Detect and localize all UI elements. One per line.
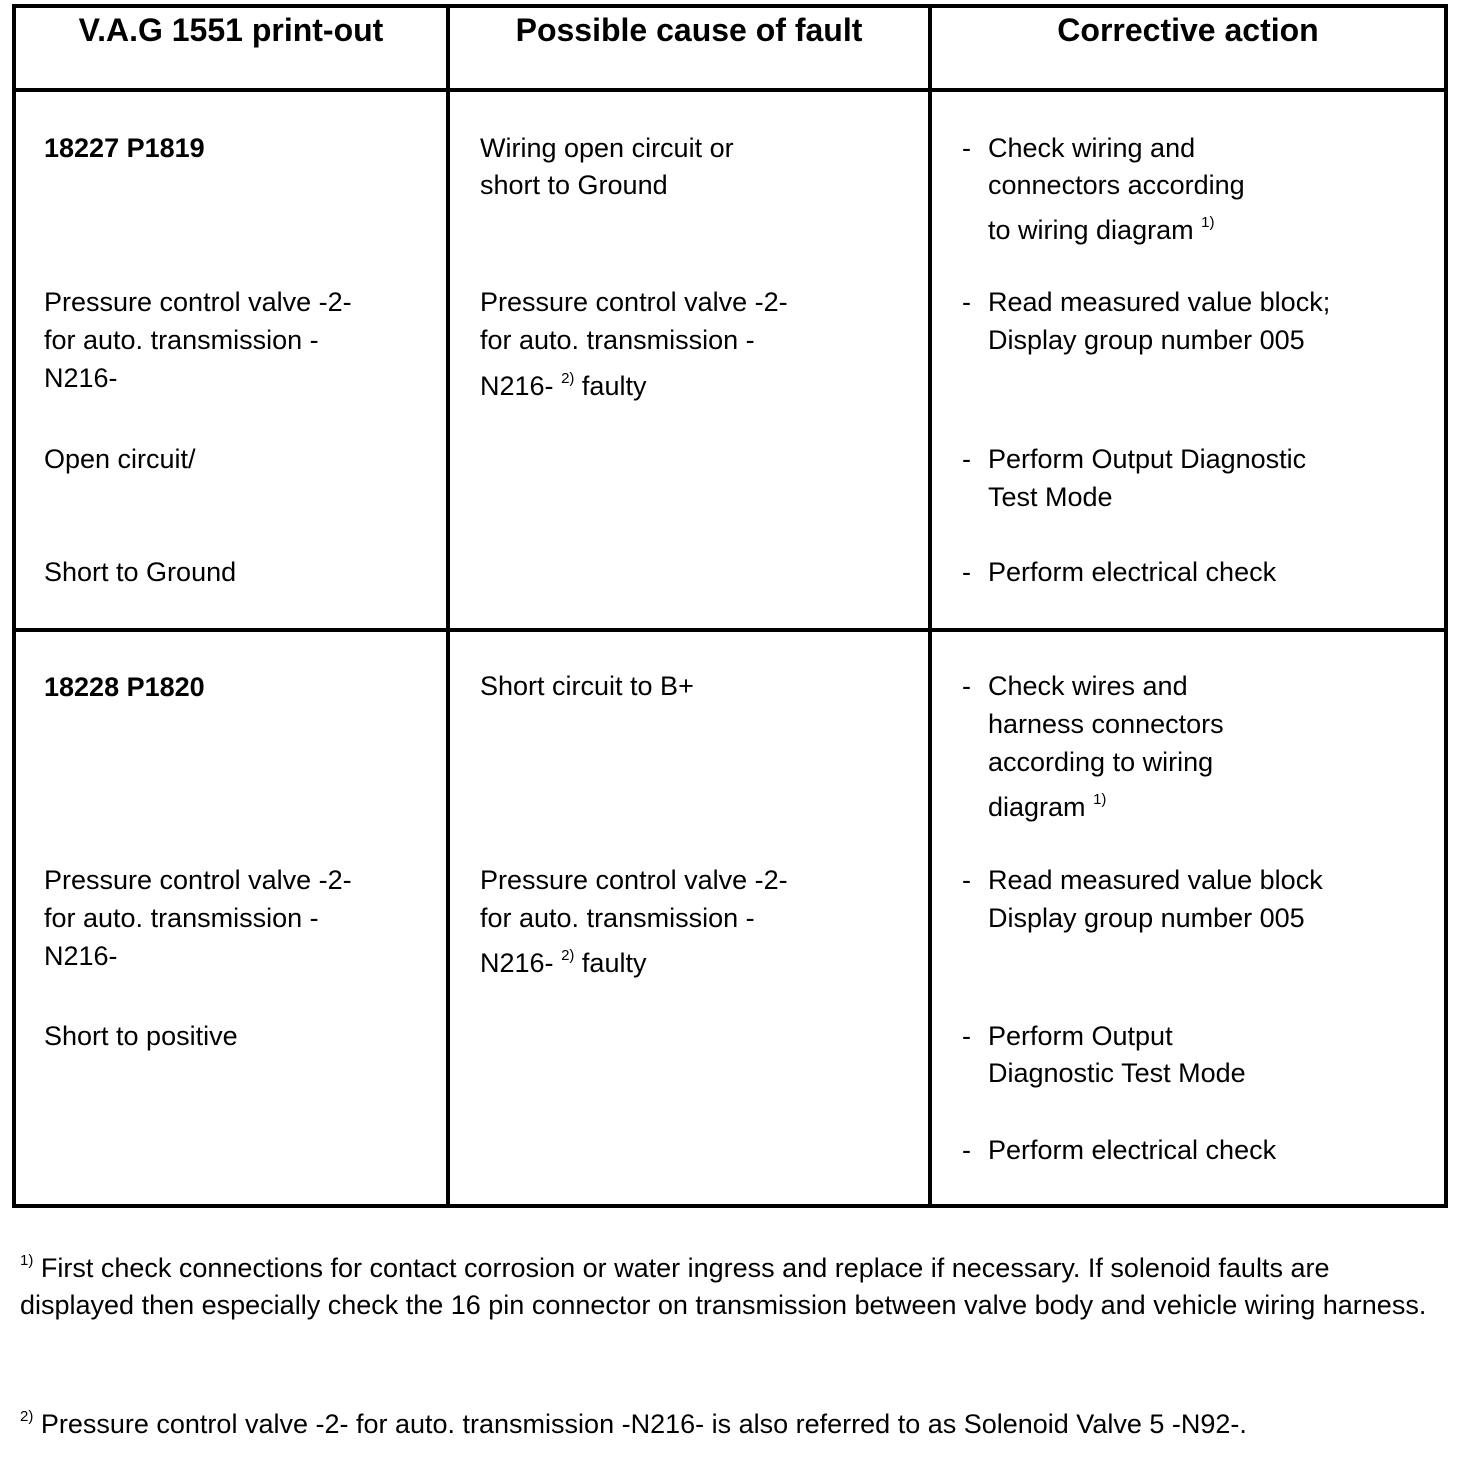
footnote-2 [20, 1406, 1440, 1443]
action-line: Perform Output Diagnostic [988, 444, 1307, 474]
cause-line: for auto. transmission - [480, 325, 755, 355]
cause-line: short to Ground [480, 170, 668, 200]
table-left-border [12, 4, 16, 1208]
fault-type: Short to positive [44, 1021, 238, 1051]
printout-line: for auto. transmission - [44, 903, 319, 933]
bullet-dash: - [962, 1135, 971, 1165]
printout-line: N216- [44, 941, 118, 971]
bullet-dash: - [962, 444, 971, 474]
action-line: Perform electrical check [988, 557, 1277, 587]
bullet-dash: - [962, 287, 971, 317]
fault-type: Short to Ground [44, 557, 237, 587]
fault-code: 18228 P1820 [44, 672, 205, 702]
footnote-text: First check connections for contact corrosion or water ingress and replace if necessary. If solenoid faults are displayed then especially check the 16 pin connector on transmission between valve body and vehicle wiring harness. [20, 1253, 1427, 1320]
cause-line: for auto. transmission - [480, 903, 755, 933]
cause-line: Short circuit to B+ [480, 671, 694, 701]
printout-line: Pressure control valve -2- [44, 865, 352, 895]
action-line: according to wiring [988, 747, 1214, 777]
action-line: Check wiring and [988, 133, 1196, 163]
action-line: connectors according [988, 170, 1245, 200]
cause-line: Pressure control valve -2- [480, 287, 788, 317]
footnote-marker: 1) [20, 1252, 34, 1269]
action-line: to wiring diagram $^{1)}$ [988, 214, 1215, 245]
fault-code: 18227 P1819 [44, 133, 205, 163]
footnote-marker: 2) [20, 1408, 34, 1425]
header-printout: V.A.G 1551 print-out [78, 12, 384, 48]
footnote-ref: 2) [561, 370, 575, 387]
table-right-border [1444, 4, 1448, 1208]
action-line: diagram $^{1)}$ [988, 791, 1107, 822]
printout-line: for auto. transmission - [44, 325, 319, 355]
action-line: Display group number 005 [988, 325, 1305, 355]
action-line: Perform electrical check [988, 1135, 1277, 1165]
action-line: Diagnostic Test Mode [988, 1058, 1246, 1088]
bullet-dash: - [962, 865, 971, 895]
cause-line: Pressure control valve -2- [480, 865, 788, 895]
cause-line: Wiring open circuit or [480, 133, 734, 163]
footnote-ref: 1) [1201, 214, 1215, 231]
header-cause: Possible cause of fault [515, 12, 863, 48]
action-line: Read measured value block; [988, 287, 1331, 317]
bullet-dash: - [962, 133, 971, 163]
row-divider [12, 628, 1448, 632]
action-line: Display group number 005 [988, 903, 1305, 933]
printout-line: N216- [44, 363, 118, 393]
bullet-dash: - [962, 671, 971, 701]
action-line: Test Mode [988, 482, 1113, 512]
footnote-ref: 1) [1093, 791, 1107, 808]
cause-line: N216- $^{2)}$ faulty [480, 947, 647, 978]
footnote-1 [20, 1250, 1440, 1324]
action-line: harness connectors [988, 709, 1224, 739]
table-bottom-border [12, 1204, 1448, 1208]
action-line: Read measured value block [988, 865, 1323, 895]
column-divider-2 [928, 4, 932, 1208]
action-line: Check wires and [988, 671, 1188, 701]
footnote-ref: 2) [561, 947, 575, 964]
footnote-text: Pressure control valve -2- for auto. transmission -N216- is also referred to as Solenoid Valve 5 -N92-. [40, 1409, 1247, 1439]
cause-line: N216- $^{2)}$ faulty [480, 370, 647, 401]
fault-type: Open circuit/ [44, 444, 196, 474]
printout-line: Pressure control valve -2- [44, 287, 352, 317]
header-action: Corrective action [1057, 12, 1319, 48]
column-divider-1 [446, 4, 450, 1208]
bullet-dash: - [962, 557, 971, 587]
action-line: Perform Output [988, 1021, 1173, 1051]
header-divider [12, 88, 1448, 92]
bullet-dash: - [962, 1021, 971, 1051]
